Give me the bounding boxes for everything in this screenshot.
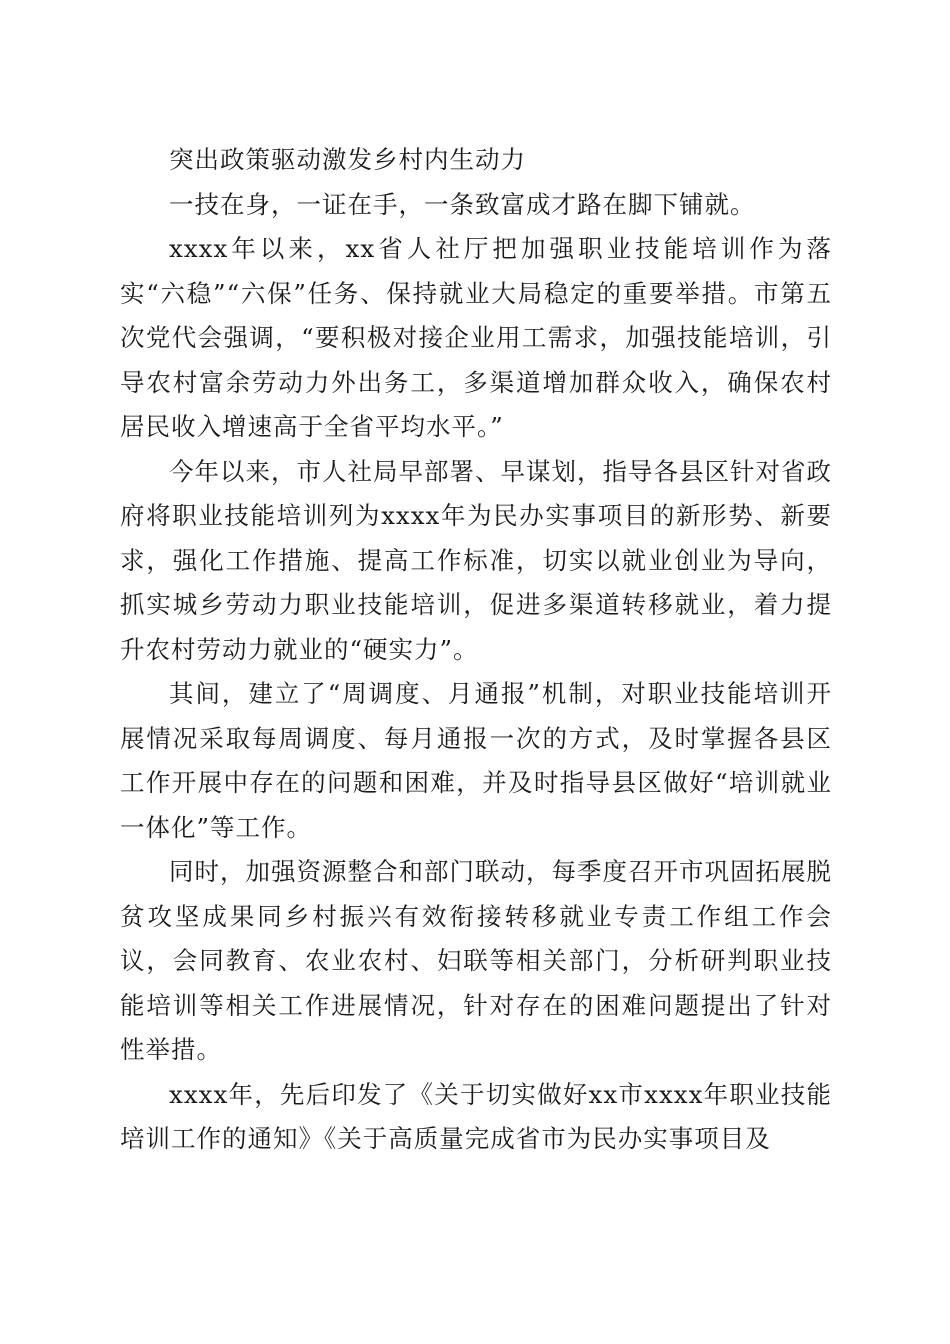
paragraph-2: xxxx年以来，xx省人社厅把加强职业技能培训作为落实“六稳”“六保”任务、保持就业大局稳定的重要举措。市第五次党代会强调，“要积极对接企业用工需求，加强技能培训，引导农村富余劳动力外出务工，多渠道增加群众收入，确保农村居民收入增速高于全省平均水平。” xyxy=(120,234,832,441)
paragraph-4: 其间，建立了“周调度、月通报”机制，对职业技能培训开展情况采取每周调度、每月通报一次的方式，及时掌握各县区工作开展中存在的问题和困难，并及时指导县区做好“培训就业一体化”等工作。 xyxy=(120,679,832,842)
paragraph-1: 一技在身，一证在手，一条致富成才路在脚下铺就。 xyxy=(169,189,756,219)
paragraph-3: 今年以来，市人社局早部署、早谋划，指导各县区针对省政府将职业技能培训列为xxxx年为民办实事项目的新形势、新要求，强化工作措施、提高工作标准，切实以就业创业为导向，抓实城乡劳动力职业技能培训，促进多渠道转移就业，着力提升农村劳动力就业的“硬实力”。 xyxy=(120,456,832,664)
paragraph-5: 同时，加强资源整合和部门联动，每季度召开市巩固拓展脱贫攻坚成果同乡村振兴有效衔接转移就业专责工作组工作会议，会同教育、农业农村、妇联等相关部门，分析研判职业技能培训等相关工作进展情况，针对存在的困难问题提出了针对性举措。 xyxy=(120,857,832,1064)
document-body xyxy=(120,138,832,1162)
paragraph-6: xxxx年，先后印发了《关于切实做好xx市xxxx年职业技能培训工作的通知》《关于高质量完成省市为民办实事项目及 xyxy=(120,1079,832,1153)
document-title: 突出政策驱动激发乡村内生动力 xyxy=(169,145,526,174)
